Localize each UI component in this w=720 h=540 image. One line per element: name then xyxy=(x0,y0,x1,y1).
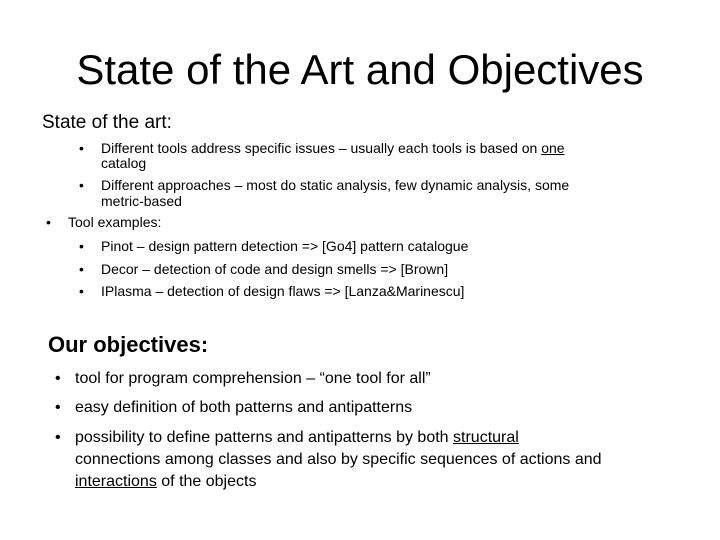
objective-1: tool for program comprehension – “one tool for all” xyxy=(75,370,431,387)
state-item-1 xyxy=(101,140,565,156)
objective-3-end xyxy=(75,471,256,493)
bullet: • xyxy=(55,399,61,416)
bullet: • xyxy=(79,177,84,193)
tool-example-decor: Decor – detection of code and design smells => [Brown] xyxy=(101,261,449,277)
state-of-art-heading: State of the art: xyxy=(42,112,172,133)
state-item-1-continued: catalog xyxy=(101,155,147,171)
bullet: • xyxy=(79,283,84,299)
tool-examples-label: Tool examples: xyxy=(68,214,162,230)
objective-3 xyxy=(75,427,519,449)
tool-example-pinot: Pinot – design pattern detection => [Go4] pattern catalogue xyxy=(101,238,469,254)
bullet: • xyxy=(79,238,84,254)
objective-3-underlined-interactions: interactions xyxy=(75,473,157,490)
bullet: • xyxy=(79,261,84,277)
state-item-2-continued: metric-based xyxy=(101,193,182,209)
state-item-1-text: Different tools address specific issues – usually each tools is based on xyxy=(101,140,542,156)
bullet: • xyxy=(55,370,61,387)
bullet: • xyxy=(55,429,61,446)
state-item-1-underlined: one xyxy=(541,140,565,156)
objective-3-underlined-structural: structural xyxy=(453,429,519,446)
state-item-2: Different approaches – most do static analysis, few dynamic analysis, some xyxy=(101,177,570,193)
slide-title: State of the Art and Objectives xyxy=(76,46,644,93)
objective-2: easy definition of both patterns and antipatterns xyxy=(75,399,413,416)
objective-3-tail: of the objects xyxy=(156,473,257,490)
bullet: • xyxy=(79,140,84,156)
objective-3-continued: connections among classes and also by specific sequences of actions and xyxy=(75,451,602,468)
bullet: • xyxy=(46,214,51,230)
objective-3-text: possibility to define patterns and antipatterns by both xyxy=(75,429,454,446)
tool-example-iplasma: IPlasma – detection of design flaws => [Lanza&Marinescu] xyxy=(101,283,465,299)
objectives-heading: Our objectives: xyxy=(48,332,209,357)
